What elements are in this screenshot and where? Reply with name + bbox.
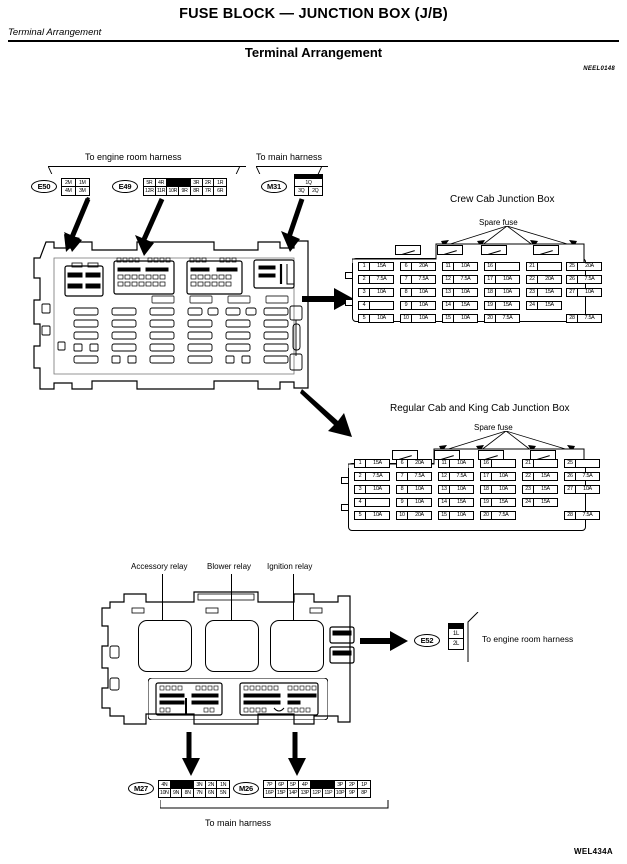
spare-fuse-slot[interactable] <box>437 245 463 255</box>
arrow-to-m26 <box>286 732 308 778</box>
fuse-number: 16 <box>485 263 496 270</box>
fuse-cell[interactable] <box>484 301 520 310</box>
connector-code-e49[interactable]: E49 <box>112 180 138 193</box>
pin-cell[interactable]: 3P <box>335 781 347 789</box>
arrow-e50 <box>60 196 96 256</box>
pin-row <box>62 187 89 195</box>
fuse-number: 12 <box>443 276 454 283</box>
fuse-cell[interactable] <box>522 498 558 507</box>
fuse-rating: 7.5A <box>376 276 387 282</box>
fuse-number: 21 <box>523 460 534 467</box>
fuse-cell[interactable] <box>484 314 520 323</box>
relay-box-lower-connectors <box>148 678 328 720</box>
fuse-cell[interactable] <box>566 288 602 297</box>
pin-cell[interactable]: 3N <box>194 781 206 789</box>
fuse-number: 22 <box>523 473 534 480</box>
fuse-rating: 10A <box>499 486 508 492</box>
pin-row <box>449 639 463 649</box>
fuse-rating: 20A <box>415 512 424 518</box>
pin-grid-e50[interactable] <box>61 178 90 196</box>
regular-king-cab-title: Regular Cab and King Cab Junction Box <box>390 403 570 414</box>
fuse-cell[interactable] <box>438 472 474 481</box>
pin-cell[interactable]: 10R <box>167 187 179 195</box>
fuse-rating: 20A <box>545 276 554 282</box>
spare-fuse-slot[interactable] <box>395 245 421 255</box>
fuse-rating <box>370 302 393 309</box>
crew-cab-title: Crew Cab Junction Box <box>450 194 555 205</box>
header-divider <box>8 40 619 42</box>
pin-cell[interactable]: 10N <box>159 789 171 797</box>
bracket-e52 <box>464 612 480 664</box>
fuse-cell[interactable] <box>566 314 602 323</box>
pin-cell[interactable]: 4P <box>299 781 311 789</box>
relay-accessory[interactable] <box>138 620 192 672</box>
fuse-cell[interactable] <box>566 262 602 271</box>
fuse-number: 8 <box>397 486 408 493</box>
pin-cell[interactable]: 6P <box>276 781 288 789</box>
fuse-cell[interactable] <box>396 485 432 494</box>
fuse-rating <box>366 499 389 506</box>
fuse-number: 12 <box>439 473 450 480</box>
pin-cell[interactable]: 1L <box>449 629 463 639</box>
pin-cell[interactable]: 2R <box>203 179 215 187</box>
label-ignition-relay: Ignition relay <box>267 562 313 571</box>
page-title: FUSE BLOCK — JUNCTION BOX (J/B) <box>179 6 448 22</box>
fuse-number: 25 <box>567 263 578 270</box>
pin-cell[interactable]: 2N <box>206 781 218 789</box>
fuse-cell[interactable] <box>358 301 394 310</box>
fuse-rating: 10A <box>377 289 386 295</box>
pin-cell[interactable]: 4N <box>159 781 171 789</box>
arrow-to-e52 <box>360 630 410 652</box>
regular-cab-spare-label: Spare fuse <box>474 423 513 432</box>
pin-cell[interactable]: 13P <box>299 789 311 797</box>
pin-cell[interactable]: 9R <box>179 187 191 195</box>
fuse-rating: 10A <box>415 499 424 505</box>
fuse-number: 5 <box>355 512 366 519</box>
regular-cab-tab-upper <box>341 477 348 484</box>
fuse-rating: 10A <box>373 486 382 492</box>
fuse-cell[interactable] <box>480 472 516 481</box>
pin-cell[interactable]: 14P <box>288 789 300 797</box>
fuse-number: 5 <box>359 315 370 322</box>
fuse-cell[interactable] <box>484 262 520 271</box>
fuse-cell[interactable] <box>526 275 562 284</box>
fuse-cell[interactable] <box>522 485 558 494</box>
running-head: Terminal Arrangement <box>8 27 102 38</box>
fuse-rating: 20A <box>415 460 424 466</box>
fuse-number: 22 <box>527 276 538 283</box>
pin-grid-m31[interactable] <box>294 174 323 196</box>
pin-row <box>159 789 229 797</box>
fuse-rating: 10A <box>419 289 428 295</box>
relay-ignition[interactable] <box>270 620 324 672</box>
callout-main-harness: To main harness <box>256 152 323 162</box>
pin-cell[interactable]: 10P <box>335 789 347 797</box>
pin-row <box>264 781 370 789</box>
fuse-cell[interactable] <box>358 262 394 271</box>
fuse-rating: 10A <box>503 289 512 295</box>
fuse-number: 10 <box>401 315 412 322</box>
fuse-number: 21 <box>527 263 538 270</box>
fuse-cell[interactable] <box>526 288 562 297</box>
fuse-cell[interactable] <box>442 301 478 310</box>
fuse-rating: 20A <box>585 263 594 269</box>
fuse-cell[interactable] <box>438 498 474 507</box>
fuse-cell[interactable] <box>438 485 474 494</box>
pin-cell[interactable]: 5R <box>144 179 156 187</box>
crew-cab-tab-upper <box>345 272 352 279</box>
connector-code-m26[interactable]: M26 <box>233 782 259 795</box>
fuse-rating: 7.5A <box>582 473 593 479</box>
pin-cell[interactable]: 3Q <box>295 187 309 195</box>
pin-grid-e49[interactable] <box>143 178 227 196</box>
fuse-cell[interactable] <box>480 498 516 507</box>
fuse-rating: 15A <box>461 302 470 308</box>
fuse-rating: 10A <box>499 473 508 479</box>
fuse-number: 17 <box>481 473 492 480</box>
fuse-rating: 10A <box>461 289 470 295</box>
fuse-number: 23 <box>527 289 538 296</box>
fuse-rating <box>496 263 519 270</box>
connector-code-m27[interactable]: M27 <box>128 782 154 795</box>
spare-fuse-slot[interactable] <box>481 245 507 255</box>
arrow-to-m27 <box>180 732 202 778</box>
regular-cab-tab-lower <box>341 504 348 511</box>
fuse-rating: 10A <box>419 315 428 321</box>
pin-cell[interactable]: 15P <box>276 789 288 797</box>
fuse-cell[interactable] <box>396 459 432 468</box>
pin-cell[interactable]: 8P <box>358 789 370 797</box>
fuse-number: 24 <box>527 302 538 309</box>
pin-grid-e52[interactable] <box>448 623 464 650</box>
fuse-cell[interactable] <box>566 275 602 284</box>
pin-row <box>295 179 322 187</box>
pin-row <box>264 789 370 797</box>
fuse-rating: 10A <box>457 486 466 492</box>
fuse-cell[interactable] <box>358 314 394 323</box>
fuse-rating: 10A <box>373 512 382 518</box>
pin-grid-m26[interactable] <box>263 780 371 798</box>
pin-row <box>144 179 226 187</box>
fuse-cell[interactable] <box>400 288 436 297</box>
caption-to-main-harness: To main harness <box>205 818 272 828</box>
note-line: To engine room harness <box>482 634 574 644</box>
pin-row <box>295 187 322 195</box>
pin-cell[interactable]: 1R <box>214 179 226 187</box>
section-title: Terminal Arrangement <box>244 45 383 60</box>
fuse-rating <box>576 460 599 467</box>
fuse-rating <box>534 460 557 467</box>
fuse-cell[interactable] <box>564 485 600 494</box>
arrow-e49 <box>128 196 168 258</box>
fuse-number: 11 <box>443 263 454 270</box>
pin-cell[interactable]: 12R <box>144 187 156 195</box>
fuse-number: 6 <box>397 460 408 467</box>
pin-cell[interactable]: 4M <box>62 187 76 195</box>
fuse-number: 28 <box>565 512 576 519</box>
label-accessory-relay: Accessory relay <box>131 562 188 571</box>
crew-cab-spare-label: Spare fuse <box>479 218 518 227</box>
fuse-rating: 15A <box>545 302 554 308</box>
fuse-rating: 7.5A <box>372 473 383 479</box>
fuse-cell[interactable] <box>564 459 600 468</box>
fuse-number: 18 <box>481 486 492 493</box>
fuse-cell[interactable] <box>438 511 474 520</box>
fuse-rating: 10A <box>415 486 424 492</box>
fuse-number: 13 <box>439 486 450 493</box>
pin-cell[interactable]: 4R <box>156 179 168 187</box>
fuse-cell[interactable] <box>400 275 436 284</box>
connector-code-m31[interactable]: M31 <box>261 180 287 193</box>
fuse-number: 1 <box>355 460 366 467</box>
fuse-cell[interactable] <box>396 498 432 507</box>
pin-cell[interactable]: 2M <box>62 179 76 187</box>
fuse-cell[interactable] <box>354 459 390 468</box>
fuse-cell[interactable] <box>442 262 478 271</box>
fuse-rating: 7.5A <box>418 276 429 282</box>
note-engine-room-harness <box>482 634 573 645</box>
fuse-cell[interactable] <box>354 472 390 481</box>
fuse-cell[interactable] <box>484 275 520 284</box>
fuse-rating: 7.5A <box>582 512 593 518</box>
fuse-number: 11 <box>439 460 450 467</box>
pin-cell-blocked <box>311 781 335 789</box>
fuse-cell[interactable] <box>484 288 520 297</box>
pin-cell[interactable]: 1N <box>217 781 229 789</box>
document-code: NEEL0148 <box>583 66 615 72</box>
pin-cell[interactable]: 8R <box>191 187 203 195</box>
pin-cell[interactable]: 7N <box>194 789 206 797</box>
fuse-number: 20 <box>481 512 492 519</box>
bracket-main-harness-bottom <box>160 800 390 816</box>
fuse-cell[interactable] <box>526 301 562 310</box>
pin-cell[interactable]: 11R <box>156 187 168 195</box>
fuse-number: 28 <box>567 315 578 322</box>
pin-cell[interactable]: 1M <box>76 179 89 187</box>
fuse-rating: 10A <box>583 486 592 492</box>
fuse-cell[interactable] <box>396 472 432 481</box>
junction-box-illustration <box>32 238 317 393</box>
fuse-cell[interactable] <box>564 472 600 481</box>
fuse-number: 15 <box>443 315 454 322</box>
pin-cell[interactable]: 9P <box>346 789 358 797</box>
pin-cell[interactable]: 6R <box>214 187 226 195</box>
fuse-cell[interactable] <box>354 511 390 520</box>
fuse-rating: 10A <box>585 289 594 295</box>
pin-cell[interactable]: 7R <box>203 187 215 195</box>
sheet-code: WEL434A <box>574 847 613 856</box>
pin-row <box>144 187 226 195</box>
connector-code-e50[interactable]: E50 <box>31 180 57 193</box>
fuse-rating: 10A <box>461 263 470 269</box>
fuse-number: 15 <box>439 512 450 519</box>
fuse-number: 13 <box>443 289 454 296</box>
fuse-rating: 15A <box>503 302 512 308</box>
fuse-cell[interactable] <box>522 472 558 481</box>
fuse-cell[interactable] <box>442 275 478 284</box>
fuse-rating: 10A <box>419 302 428 308</box>
relay-box-right-connector <box>328 625 356 665</box>
pin-cell-blocked <box>167 179 190 187</box>
pin-cell[interactable]: 2L <box>449 639 463 649</box>
spare-fuse-slot[interactable] <box>533 245 559 255</box>
fuse-number: 7 <box>401 276 412 283</box>
fuse-number: 10 <box>397 512 408 519</box>
connector-code-e52[interactable]: E52 <box>414 634 440 647</box>
fuse-number: 26 <box>567 276 578 283</box>
fuse-number: 20 <box>485 315 496 322</box>
fuse-number: 9 <box>397 499 408 506</box>
fuse-rating: 7.5A <box>584 276 595 282</box>
fuse-number: 1 <box>359 263 370 270</box>
callout-engine-room-harness: To engine room harness <box>85 152 182 162</box>
fuse-number: 3 <box>355 486 366 493</box>
fuse-cell[interactable] <box>400 262 436 271</box>
fuse-rating: 15A <box>541 473 550 479</box>
pin-cell[interactable]: 9N <box>171 789 183 797</box>
fuse-cell[interactable] <box>480 485 516 494</box>
fuse-cell[interactable] <box>480 459 516 468</box>
fuse-number: 9 <box>401 302 412 309</box>
pin-cell[interactable]: 5N <box>217 789 229 797</box>
fuse-number: 14 <box>443 302 454 309</box>
fuse-rating: 15A <box>377 263 386 269</box>
pin-cell[interactable]: 12P <box>311 789 323 797</box>
fuse-number: 24 <box>523 499 534 506</box>
fuse-rating: 7.5A <box>584 315 595 321</box>
fuse-number: 27 <box>565 486 576 493</box>
fuse-number: 2 <box>355 473 366 480</box>
fuse-cell[interactable] <box>442 288 478 297</box>
pin-cell[interactable]: 11P <box>323 789 335 797</box>
pin-cell[interactable]: 3R <box>191 179 203 187</box>
pin-cell[interactable]: 1P <box>358 781 370 789</box>
fuse-rating: 15A <box>457 499 466 505</box>
crew-cab-tab-lower <box>345 299 352 306</box>
pin-cell[interactable]: 16P <box>264 789 276 797</box>
fuse-rating: 7.5A <box>460 276 471 282</box>
pin-cell[interactable]: 5P <box>288 781 300 789</box>
fuse-number: 17 <box>485 276 496 283</box>
pin-row <box>159 781 229 789</box>
fuse-number: 2 <box>359 276 370 283</box>
fuse-cell[interactable] <box>564 511 600 520</box>
pin-cell[interactable]: 2Q <box>309 187 322 195</box>
fuse-rating: 7.5A <box>502 315 513 321</box>
fuse-number: 19 <box>481 499 492 506</box>
arrow-m31 <box>276 196 312 254</box>
fuse-cell[interactable] <box>358 275 394 284</box>
fuse-cell[interactable] <box>442 314 478 323</box>
pin-cell-blocked <box>171 781 194 789</box>
fuse-cell[interactable] <box>522 459 558 468</box>
fuse-rating <box>492 460 515 467</box>
fuse-cell[interactable] <box>400 301 436 310</box>
pin-cell[interactable]: 8N <box>182 789 194 797</box>
pin-row <box>62 179 89 187</box>
pin-cell[interactable]: 1Q <box>295 179 322 187</box>
fuse-rating: 15A <box>545 289 554 295</box>
pin-grid-m27[interactable] <box>158 780 230 798</box>
fuse-number: 8 <box>401 289 412 296</box>
fuse-rating: 10A <box>457 512 466 518</box>
fuse-number: 19 <box>485 302 496 309</box>
pin-cell[interactable]: 6N <box>206 789 218 797</box>
fuse-number: 23 <box>523 486 534 493</box>
fuse-number: 27 <box>567 289 578 296</box>
fuse-cell[interactable] <box>358 288 394 297</box>
fuse-number: 26 <box>565 473 576 480</box>
fuse-number: 14 <box>439 499 450 506</box>
fuse-number: 6 <box>401 263 412 270</box>
fuse-number: 4 <box>355 499 366 506</box>
fuse-rating: 10A <box>457 460 466 466</box>
fuse-cell[interactable] <box>354 498 390 507</box>
arrow-to-regular-cab <box>300 385 360 440</box>
fuse-cell[interactable] <box>438 459 474 468</box>
fuse-rating: 10A <box>377 315 386 321</box>
fuse-rating: 7.5A <box>498 512 509 518</box>
fuse-rating: 15A <box>541 486 550 492</box>
fuse-cell[interactable] <box>400 314 436 323</box>
label-blower-relay: Blower relay <box>207 562 252 571</box>
fuse-rating: 15A <box>499 499 508 505</box>
fuse-number: 3 <box>359 289 370 296</box>
fuse-number: 25 <box>565 460 576 467</box>
fuse-rating: 7.5A <box>456 473 467 479</box>
fuse-cell[interactable] <box>480 511 516 520</box>
fuse-number: 7 <box>397 473 408 480</box>
pin-cell[interactable]: 7P <box>264 781 276 789</box>
fuse-rating: 7.5A <box>414 473 425 479</box>
pin-cell[interactable]: 3M <box>76 187 89 195</box>
bracket-engine-room <box>48 166 246 167</box>
fuse-number: 18 <box>485 289 496 296</box>
fuse-rating: 15A <box>373 460 382 466</box>
fuse-number: 16 <box>481 460 492 467</box>
bracket-main-harness <box>256 166 328 167</box>
fuse-number: 4 <box>359 302 370 309</box>
relay-blower[interactable] <box>205 620 259 672</box>
fuse-cell[interactable] <box>526 262 562 271</box>
fuse-rating: 10A <box>461 315 470 321</box>
fuse-rating: 20A <box>419 263 428 269</box>
fuse-rating <box>538 263 561 270</box>
fuse-rating: 10A <box>503 276 512 282</box>
pin-row <box>449 629 463 639</box>
fuse-cell[interactable] <box>396 511 432 520</box>
fuse-rating: 15A <box>541 499 550 505</box>
fuse-cell[interactable] <box>354 485 390 494</box>
pin-cell[interactable]: 2P <box>346 781 358 789</box>
